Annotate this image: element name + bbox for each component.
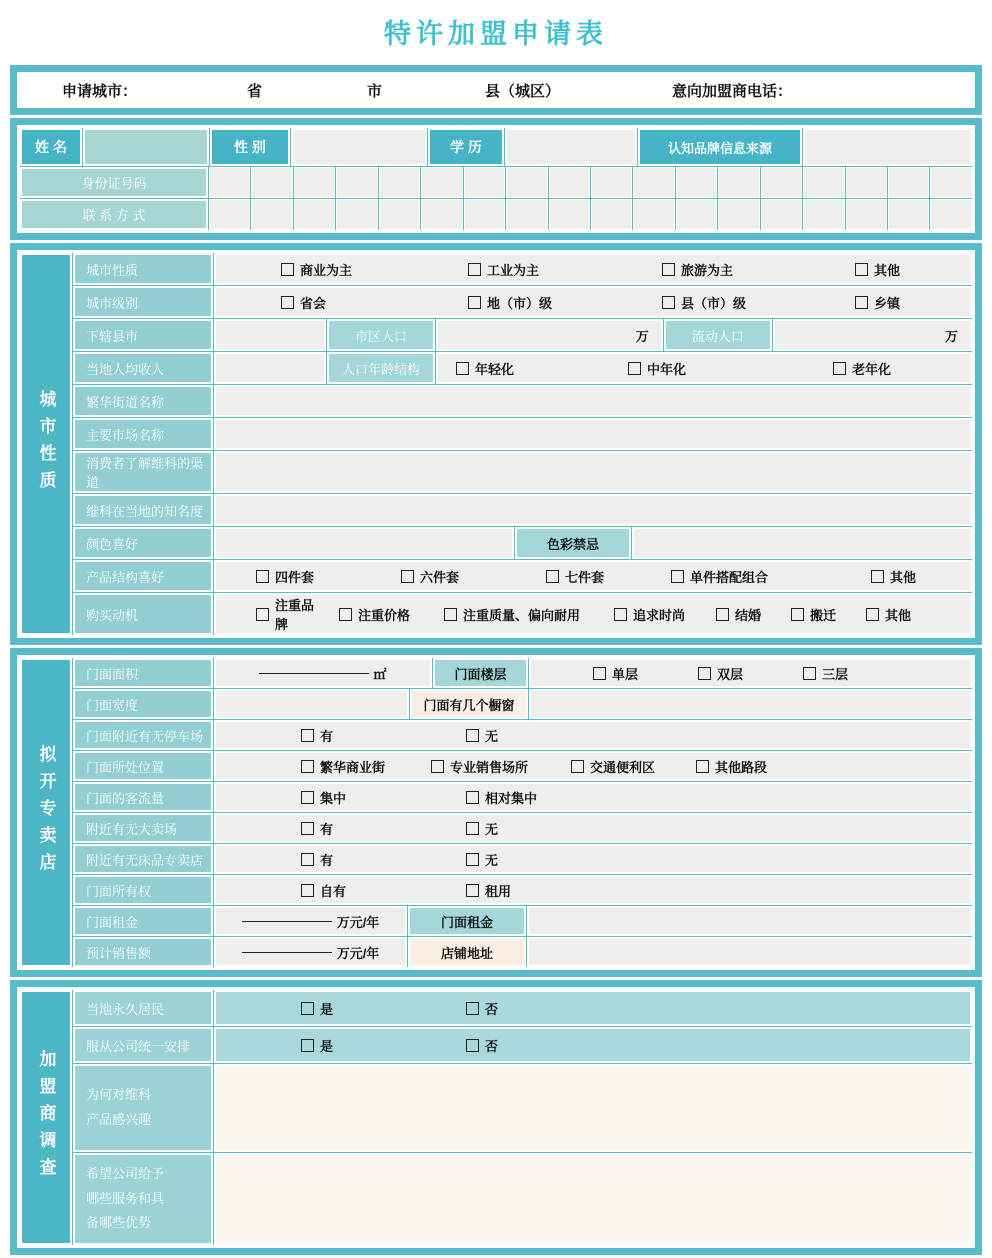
option-no[interactable]: 否 (466, 1036, 498, 1055)
contact-digit-cell[interactable] (464, 199, 505, 230)
income-input-cell[interactable] (214, 352, 326, 384)
checkbox-icon[interactable] (614, 608, 627, 621)
row-label: 颜色喜好 (73, 527, 213, 559)
checkbox-icon[interactable] (855, 296, 868, 309)
table-row (73, 906, 972, 936)
option-relocation[interactable]: 搬迁 (776, 605, 851, 624)
table-row (73, 560, 972, 592)
contact-label: 联 系 方 式 (20, 199, 208, 230)
checkbox-icon[interactable] (871, 570, 884, 583)
contact-digit-cell[interactable] (761, 199, 802, 230)
checkbox-icon[interactable] (833, 362, 846, 375)
option-single-floor[interactable]: 单层 (531, 664, 698, 683)
row-label: 门面租金 (73, 906, 213, 936)
option-no[interactable]: 无 (466, 850, 498, 869)
market-name-input-cell[interactable] (214, 418, 972, 450)
table-row (73, 782, 972, 812)
write-in-line[interactable] (259, 672, 369, 674)
row-label: 门面所有权 (73, 875, 213, 905)
checkbox-icon[interactable] (866, 608, 879, 621)
contact-digit-cell[interactable] (379, 199, 420, 230)
contact-digit-cell[interactable] (209, 199, 250, 230)
interest-reason-input-cell[interactable] (214, 1064, 972, 1152)
table-row (73, 385, 972, 417)
table-row (73, 658, 972, 688)
checkbox-icon[interactable] (698, 667, 711, 680)
checkbox-icon[interactable] (662, 296, 675, 309)
table-row (73, 352, 972, 384)
checkbox-icon[interactable] (571, 760, 584, 773)
option-yes[interactable]: 有 (216, 726, 466, 745)
option-no[interactable]: 无 (466, 726, 498, 745)
checkbox-icon[interactable] (466, 791, 479, 804)
checkbox-icon[interactable] (301, 791, 314, 804)
checkbox-icon[interactable] (301, 1039, 314, 1052)
write-in-line[interactable] (242, 951, 332, 953)
option-4pc-set[interactable]: 四件套 (216, 567, 361, 586)
table-row (73, 527, 972, 559)
option-double-floor[interactable]: 双层 (698, 664, 803, 683)
header-section (10, 65, 982, 115)
rent-detail-input-cell[interactable] (527, 906, 972, 936)
checkbox-icon[interactable] (593, 667, 606, 680)
row-label: 维科在当地的知名度 (73, 494, 213, 526)
checkbox-icon[interactable] (301, 1002, 314, 1015)
checkbox-icon[interactable] (546, 570, 559, 583)
option-no[interactable]: 无 (466, 819, 498, 838)
color-taboo-input-cell[interactable] (632, 527, 972, 559)
width-input-cell[interactable] (214, 689, 409, 719)
checkbox-icon[interactable] (301, 822, 314, 835)
education-input-cell[interactable] (505, 128, 637, 166)
phone-label: 意向加盟商电话： (672, 82, 793, 100)
row-label: 希望公司给予 哪些服务和具 备哪些优势 (73, 1153, 213, 1245)
table-row (73, 418, 972, 450)
franchisee-section-side-label: 加盟商调查 (20, 990, 72, 1245)
option-marriage[interactable]: 结婚 (701, 605, 776, 624)
name-label: 姓 名 (20, 128, 82, 166)
option-self-owned[interactable]: 自有 (216, 881, 466, 900)
option-relatively-concentrated[interactable]: 相对集中 (466, 788, 537, 807)
checkbox-icon[interactable] (281, 296, 294, 309)
checkbox-icon[interactable] (466, 822, 479, 835)
contact-digit-cell[interactable] (506, 199, 547, 230)
option-7pc-set[interactable]: 七件套 (506, 567, 631, 586)
contact-digit-cell[interactable] (718, 199, 759, 230)
checkbox-icon[interactable] (301, 729, 314, 742)
table-row (73, 593, 972, 635)
contact-digit-cell[interactable] (294, 199, 335, 230)
option-concentrated[interactable]: 集中 (216, 788, 466, 807)
rent-label: 门面租金 (408, 906, 526, 936)
contact-digit-cell[interactable] (846, 199, 887, 230)
checkbox-icon[interactable] (431, 760, 444, 773)
id-digit-cell[interactable] (251, 167, 292, 198)
option-other-section[interactable]: 其他路段 (696, 757, 767, 776)
id-digit-cell[interactable] (336, 167, 377, 198)
checkbox-icon[interactable] (468, 296, 481, 309)
row-label: 当地永久居民 (73, 990, 213, 1026)
id-digit-cell[interactable] (676, 167, 717, 198)
table-row (73, 494, 972, 526)
id-digit-cell[interactable] (209, 167, 250, 198)
id-digit-cell[interactable] (846, 167, 887, 198)
option-yes[interactable]: 有 (216, 819, 466, 838)
row-label: 附近有无大卖场 (73, 813, 213, 843)
id-digit-cell[interactable] (633, 167, 674, 198)
table-row (73, 937, 972, 967)
id-digit-cell[interactable] (761, 167, 802, 198)
contact-digit-cell[interactable] (549, 199, 590, 230)
checkbox-icon[interactable] (628, 362, 641, 375)
option-other[interactable]: 其他 (816, 567, 916, 586)
checkbox-icon[interactable] (466, 853, 479, 866)
checkbox-icon[interactable] (716, 608, 729, 621)
table-row (73, 1027, 972, 1063)
option-elderly[interactable]: 老年化 (793, 359, 891, 378)
row-label: 主要市场名称 (73, 418, 213, 450)
table-row (73, 451, 972, 493)
shop-address-input-cell[interactable] (527, 937, 972, 967)
urban-population-label: 市区人口 (327, 319, 435, 351)
gender-label: 性 别 (210, 128, 290, 166)
checkbox-icon[interactable] (855, 263, 868, 276)
row-label: 城市性质 (73, 253, 213, 285)
row-label: 门面所处位置 (73, 751, 213, 781)
table-row (73, 286, 972, 318)
county-label: 县（城区） (485, 82, 561, 100)
education-label: 学 历 (428, 128, 504, 166)
id-digit-cell[interactable] (294, 167, 335, 198)
province-label: 省 (247, 82, 263, 100)
table-row (73, 689, 972, 719)
option-tourism[interactable]: 旅游为主 (590, 260, 777, 279)
city-label: 市 (367, 82, 383, 100)
table-row (73, 720, 972, 750)
id-digit-cell[interactable] (930, 167, 971, 198)
franchisee-section (10, 980, 982, 1255)
id-digit-cell[interactable] (464, 167, 505, 198)
expected-support-input-cell[interactable] (214, 1153, 972, 1245)
contact-digit-cell[interactable] (930, 199, 971, 230)
option-rented[interactable]: 租用 (466, 881, 511, 900)
write-in-line[interactable] (242, 920, 332, 922)
checkbox-icon[interactable] (791, 608, 804, 621)
id-digit-cell[interactable] (803, 167, 844, 198)
checkbox-icon[interactable] (466, 1039, 479, 1052)
table-row (73, 1153, 972, 1245)
checkbox-icon[interactable] (256, 570, 269, 583)
window-count-label: 门面有几个橱窗 (410, 689, 528, 719)
name-input-cell[interactable] (83, 128, 209, 166)
floating-population-label: 流动人口 (664, 319, 772, 351)
contact-digit-cell[interactable] (336, 199, 377, 230)
contact-digit-cell[interactable] (591, 199, 632, 230)
brand-source-label: 认知品牌信息来源 (638, 128, 802, 166)
rent-input-cell[interactable]: 万元/年 (214, 906, 407, 936)
area-input-cell[interactable]: ㎡ (214, 658, 432, 688)
checkbox-icon[interactable] (281, 263, 294, 276)
option-6pc-set[interactable]: 六件套 (361, 567, 506, 586)
checkbox-icon[interactable] (466, 729, 479, 742)
option-fashion[interactable]: 追求时尚 (596, 605, 701, 624)
checkbox-icon[interactable] (671, 570, 684, 583)
contact-digit-cell[interactable] (251, 199, 292, 230)
row-label: 当地人均收入 (73, 352, 213, 384)
checkbox-icon[interactable] (256, 608, 269, 621)
checkbox-icon[interactable] (466, 884, 479, 897)
table-row (73, 253, 972, 285)
checkbox-icon[interactable] (468, 263, 481, 276)
option-capital[interactable]: 省会 (216, 293, 403, 312)
option-yes[interactable]: 有 (216, 850, 466, 869)
table-row (73, 751, 972, 781)
color-preference-input-cell[interactable] (214, 527, 514, 559)
contact-digit-cell[interactable] (633, 199, 674, 230)
checkbox-icon[interactable] (401, 570, 414, 583)
row-label: 城市级别 (73, 286, 213, 318)
contact-digit-cell[interactable] (676, 199, 717, 230)
brand-source-input-cell[interactable] (803, 128, 972, 166)
row-label: 为何对维科 产品感兴趣 (73, 1064, 213, 1152)
apply-city-label: 申请城市： (62, 82, 138, 100)
city-section-side-label: 城市性质 (20, 253, 72, 635)
option-single-mix[interactable]: 单件搭配组合 (631, 567, 816, 586)
shop-section-side-label: 拟开专卖店 (20, 658, 72, 967)
awareness-input-cell[interactable] (214, 494, 972, 526)
row-label: 门面宽度 (73, 689, 213, 719)
table-row (73, 1064, 972, 1152)
id-digit-cell[interactable] (591, 167, 632, 198)
page-title: 特许加盟申请表 (384, 19, 608, 49)
channel-input-cell[interactable] (214, 451, 972, 493)
shop-section (10, 648, 982, 977)
checkbox-icon[interactable] (301, 853, 314, 866)
row-label: 门面的客流量 (73, 782, 213, 812)
option-sales-venue[interactable]: 专业销售场所 (431, 757, 571, 776)
option-commercial[interactable]: 商业为主 (216, 260, 403, 279)
option-other[interactable]: 其他 (851, 605, 911, 624)
checkbox-icon[interactable] (301, 760, 314, 773)
shop-address-label: 店铺地址 (408, 937, 526, 967)
street-name-input-cell[interactable] (214, 385, 972, 417)
urban-population-input-cell[interactable]: 万 (436, 319, 663, 351)
floor-label: 门面楼层 (433, 658, 528, 688)
sales-estimate-input-cell[interactable]: 万元/年 (214, 937, 407, 967)
row-label: 服从公司统一安排 (73, 1027, 213, 1063)
option-town[interactable]: 乡镇 (777, 293, 900, 312)
row-label: 产品结构喜好 (73, 560, 213, 592)
gender-input-cell[interactable] (291, 128, 427, 166)
checkbox-icon[interactable] (456, 362, 469, 375)
id-digit-cell[interactable] (379, 167, 420, 198)
option-busy-street[interactable]: 繁华商业街 (216, 757, 431, 776)
franchise-application-form (10, 0, 982, 1255)
id-digit-cell[interactable] (718, 167, 759, 198)
checkbox-icon[interactable] (444, 608, 457, 621)
row-label: 购买动机 (73, 593, 213, 635)
window-count-input-cell[interactable] (529, 689, 972, 719)
option-convenient-transport[interactable]: 交通便利区 (571, 757, 696, 776)
id-digit-cell[interactable] (506, 167, 547, 198)
table-row (73, 319, 972, 351)
floating-population-input-cell[interactable]: 万 (773, 319, 972, 351)
table-row (73, 990, 972, 1026)
id-digit-cell[interactable] (549, 167, 590, 198)
option-county[interactable]: 县（市）级 (590, 293, 777, 312)
table-row (73, 813, 972, 843)
checkbox-icon[interactable] (803, 667, 816, 680)
checkbox-icon[interactable] (339, 608, 352, 621)
table-row (73, 875, 972, 905)
option-quality[interactable]: 注重质量、偏向耐用 (426, 605, 596, 624)
contact-digit-cell[interactable] (888, 199, 929, 230)
option-no[interactable]: 否 (466, 999, 498, 1018)
row-label: 附近有无床品专卖店 (73, 844, 213, 874)
age-structure-label: 人口年龄结构 (327, 352, 435, 384)
contact-digit-cell[interactable] (803, 199, 844, 230)
option-yes[interactable]: 是 (216, 999, 466, 1018)
checkbox-icon[interactable] (696, 760, 709, 773)
option-young[interactable]: 年轻化 (438, 359, 608, 378)
option-prefecture[interactable]: 地（市）级 (403, 293, 590, 312)
row-label: 门面面积 (73, 658, 213, 688)
id-number-label: 身份证号码 (20, 167, 208, 198)
contact-digit-cell[interactable] (421, 199, 462, 230)
option-middle-aged[interactable]: 中年化 (608, 359, 793, 378)
row-label: 下辖县市 (73, 319, 213, 351)
id-digit-cell[interactable] (888, 167, 929, 198)
option-triple-floor[interactable]: 三层 (803, 664, 848, 683)
row-label: 繁华街道名称 (73, 385, 213, 417)
checkbox-icon[interactable] (466, 1002, 479, 1015)
color-taboo-label: 色彩禁忌 (515, 527, 631, 559)
id-digit-cell[interactable] (421, 167, 462, 198)
option-brand[interactable]: 注重品牌 (216, 595, 321, 633)
checkbox-icon[interactable] (662, 263, 675, 276)
row-label: 门面附近有无停车场 (73, 720, 213, 750)
option-industrial[interactable]: 工业为主 (403, 260, 590, 279)
header-row (17, 72, 975, 108)
option-yes[interactable]: 是 (216, 1036, 466, 1055)
personal-info-section (10, 118, 982, 240)
option-other[interactable]: 其他 (777, 260, 900, 279)
table-row (73, 844, 972, 874)
county-input-cell[interactable] (214, 319, 326, 351)
checkbox-icon[interactable] (301, 884, 314, 897)
row-label: 预计销售额 (73, 937, 213, 967)
city-section (10, 243, 982, 645)
row-label: 消费者了解维科的渠道 (73, 451, 213, 493)
option-price[interactable]: 注重价格 (321, 605, 426, 624)
